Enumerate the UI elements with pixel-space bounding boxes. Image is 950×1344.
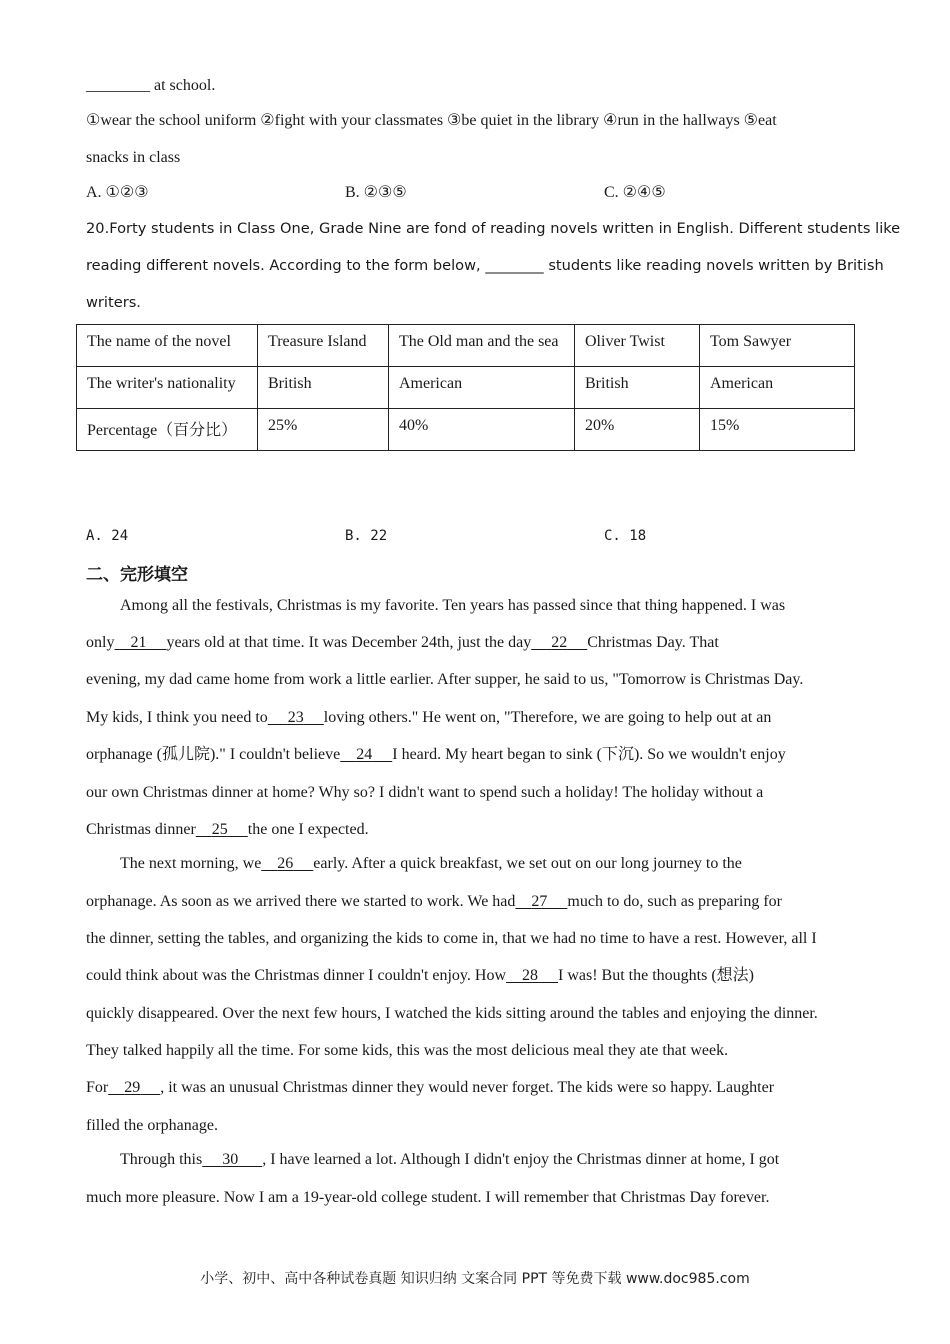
novel-table — [76, 324, 855, 451]
passage-text: orphanage (孤儿院)." I couldn't believe — [86, 746, 341, 763]
passage-text: For — [86, 1079, 109, 1096]
passage-text: Christmas Day. That — [587, 634, 719, 651]
blank-22[interactable] — [531, 633, 587, 653]
q20-line-2: reading different novels. According to the form below, ________ students like reading novels written by British — [86, 257, 884, 274]
q20-line-3: writers. — [86, 294, 141, 311]
q19-choices-cont: snacks in class — [86, 149, 181, 166]
passage-line: Among all the festivals, Christmas is my favorite. Ten years has passed since that thing happened. I was — [120, 597, 786, 614]
table-row — [77, 325, 855, 367]
table-cell: The Old man and the sea — [389, 325, 575, 367]
blank-24[interactable] — [340, 745, 392, 765]
q20-option-a: A. 24 — [86, 528, 129, 544]
table-cell: British — [258, 367, 389, 409]
passage-text: Through this — [120, 1151, 203, 1168]
page-footer: 小学、初中、高中各种试卷真题 知识归纳 文案合同 PPT 等免费下载 www.doc985.com — [200, 1271, 750, 1287]
table-cell: Tom Sawyer — [700, 325, 855, 367]
blank-23[interactable] — [268, 708, 324, 728]
passage-text: early. After a quick breakfast, we set out on our long journey to the — [313, 855, 742, 872]
blank-number: 25 — [211, 821, 228, 838]
table-cell: The writer's nationality — [77, 367, 258, 409]
passage-text: , I have learned a lot. Although I didn't enjoy the Christmas dinner at home, I got — [262, 1151, 780, 1168]
table-cell: 15% — [700, 409, 855, 451]
passage-line: They talked happily all the time. For some kids, this was the most delicious meal they ate that week. — [86, 1042, 729, 1059]
q19-option-b: B. ②③⑤ — [345, 184, 407, 201]
passage-text: I heard. My heart began to sink (下沉). So we wouldn't enjoy — [392, 746, 786, 763]
passage-text: much to do, such as preparing for — [567, 893, 782, 910]
blank-26[interactable] — [261, 854, 313, 874]
passage-line — [120, 1150, 779, 1170]
q19-stem-tail: ________ at school. — [86, 77, 216, 94]
passage-line: our own Christmas dinner at home? Why so? I didn't want to spend such a holiday! The holiday without a — [86, 784, 764, 801]
blank-number: 29 — [124, 1079, 141, 1096]
passage-text: The next morning, we — [120, 855, 262, 872]
q20-option-b: B. 22 — [345, 528, 388, 544]
table-cell: British — [575, 367, 700, 409]
passage-line — [86, 708, 771, 728]
blank-number: 30 — [222, 1151, 239, 1168]
table-cell: American — [389, 367, 575, 409]
q19-choices: ①wear the school uniform ②fight with your classmates ③be quiet in the library ④run in the hallways ⑤eat — [86, 112, 777, 129]
table-cell: Percentage（百分比） — [77, 409, 258, 451]
blank-number: 22 — [551, 634, 568, 651]
blank-number: 24 — [356, 746, 373, 763]
blank-number: 26 — [277, 855, 294, 872]
blank-number: 28 — [522, 967, 538, 984]
passage-line — [86, 1078, 774, 1098]
passage-text: only — [86, 634, 115, 651]
passage-text: loving others." He went on, "Therefore, we are going to help out at an — [323, 709, 772, 726]
q19-option-c: C. ②④⑤ — [604, 184, 666, 201]
q19-option-a: A. ①②③ — [86, 184, 149, 201]
passage-line — [86, 745, 786, 765]
table-cell: 40% — [389, 409, 575, 451]
passage-line: filled the orphanage. — [86, 1117, 218, 1134]
passage-line — [120, 854, 742, 874]
passage-line: much more pleasure. Now I am a 19-year-old college student. I will remember that Christmas Day forever. — [86, 1189, 770, 1206]
blank-27[interactable] — [515, 892, 567, 912]
table-cell: Oliver Twist — [575, 325, 700, 367]
passage-line — [86, 966, 754, 986]
table-cell: 25% — [258, 409, 389, 451]
passage-text: I was! But the thoughts (想法) — [558, 967, 754, 984]
passage-text: Christmas dinner — [86, 821, 196, 838]
passage-text: could think about was the Christmas dinner I couldn't enjoy. How — [86, 967, 506, 984]
blank-29[interactable] — [108, 1078, 160, 1098]
blank-30[interactable] — [202, 1150, 262, 1170]
table-cell: Treasure Island — [258, 325, 389, 367]
table-row — [77, 409, 855, 451]
q20-line-1: 20.Forty students in Class One, Grade Nine are fond of reading novels written in English. Different students like — [86, 220, 901, 237]
blank-number: 23 — [287, 709, 304, 726]
passage-line — [86, 820, 369, 840]
table-row — [77, 367, 855, 409]
blank-number: 27 — [531, 893, 548, 910]
passage-line — [86, 633, 719, 653]
passage-line: quickly disappeared. Over the next few hours, I watched the kids sitting around the tables and enjoying the dinner. — [86, 1005, 818, 1022]
passage-text: the one I expected. — [247, 821, 369, 838]
passage-text: My kids, I think you need to — [86, 709, 268, 726]
passage-line — [86, 892, 782, 912]
table-cell: 20% — [575, 409, 700, 451]
passage-line: the dinner, setting the tables, and organizing the kids to come in, that we had no time to have a rest. However, all I — [86, 930, 817, 947]
blank-25[interactable] — [196, 820, 248, 840]
passage-text: orphanage. As soon as we arrived there we started to work. We had — [86, 893, 516, 910]
passage-text: years old at that time. It was December 24th, just the day — [166, 634, 532, 651]
section-title: 二、完形填空 — [86, 565, 188, 585]
blank-28[interactable] — [506, 966, 558, 986]
passage-line: evening, my dad came home from work a little earlier. After supper, he said to us, "Tomorrow is Christmas Day. — [86, 671, 804, 688]
q20-option-c: C. 18 — [604, 528, 647, 544]
table-cell: The name of the novel — [77, 325, 258, 367]
blank-number: 21 — [130, 634, 147, 651]
passage-text: , it was an unusual Christmas dinner they would never forget. The kids were so happy. Laughter — [160, 1079, 775, 1096]
table-cell: American — [700, 367, 855, 409]
blank-21[interactable] — [114, 633, 166, 653]
